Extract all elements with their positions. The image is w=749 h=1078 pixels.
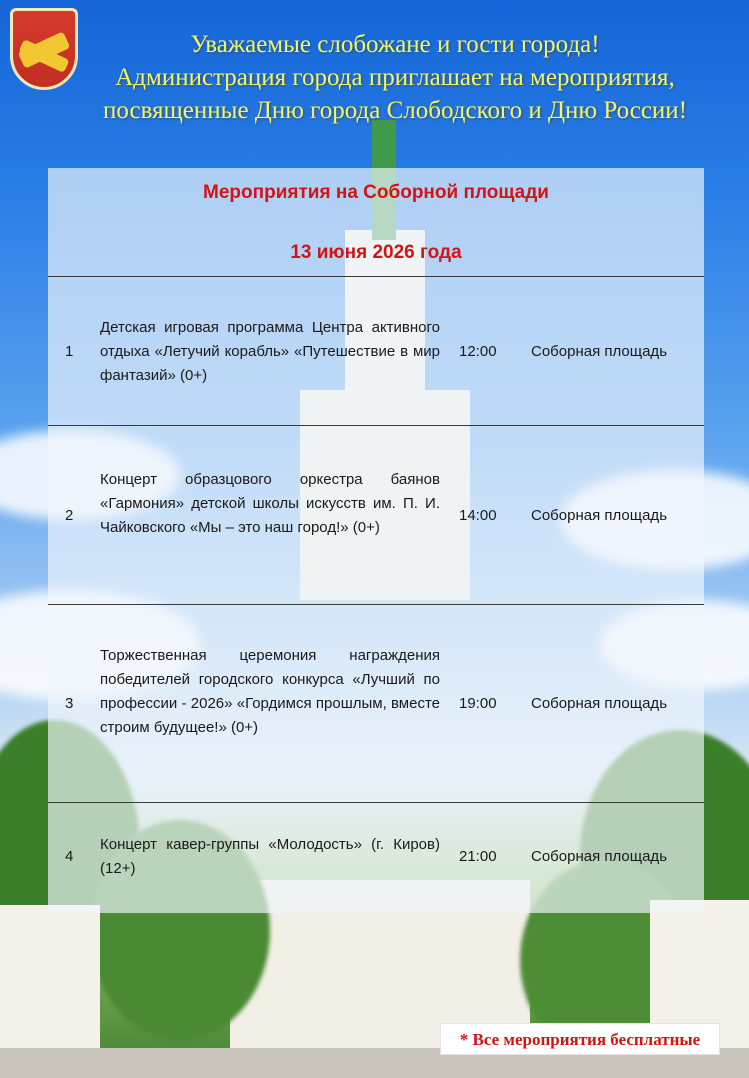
panel-date: 13 июня 2026 года bbox=[290, 242, 462, 263]
panel-title: Мероприятия на Соборной площади bbox=[203, 182, 549, 203]
events-table bbox=[48, 168, 704, 913]
table-divider bbox=[48, 604, 704, 605]
event-place: Соборная площадь bbox=[531, 848, 668, 865]
table-divider bbox=[48, 802, 704, 803]
event-number: 1 bbox=[65, 343, 74, 360]
free-events-note: * Все мероприятия бесплатные bbox=[440, 1023, 720, 1055]
event-time: 12:00 bbox=[459, 343, 497, 360]
event-time: 19:00 bbox=[459, 695, 497, 712]
event-description: Концерт кавер-группы «Молодость» (г. Киров) (12+) bbox=[100, 836, 440, 877]
table-divider bbox=[48, 276, 704, 277]
event-place: Соборная площадь bbox=[531, 695, 668, 712]
event-place: Соборная площадь bbox=[531, 343, 668, 360]
event-number: 3 bbox=[65, 695, 74, 712]
table-divider bbox=[48, 425, 704, 426]
event-number: 4 bbox=[65, 848, 74, 865]
event-number: 2 bbox=[65, 507, 74, 524]
header-greeting bbox=[60, 28, 730, 127]
event-description: Торжественная церемония награждения победителей городского конкурса «Лучший по профессии - 2026» «Гордимся прошлым, вместе строим будущее!» (0+) bbox=[100, 647, 440, 736]
header-line-2: Администрация города приглашает на мероприятия, bbox=[115, 64, 675, 91]
event-description: Концерт образцового оркестра баянов «Гармония» детской школы искусств им. П. И. Чайковского «Мы – это наш город!» (0+) bbox=[100, 471, 440, 536]
header-line-1: Уважаемые слобожане и гости города! bbox=[190, 31, 600, 58]
event-time: 21:00 bbox=[459, 848, 497, 865]
event-description: Детская игровая программа Центра активного отдыха «Летучий корабль» «Путешествие в мир фантазий» (0+) bbox=[100, 319, 440, 384]
event-time: 14:00 bbox=[459, 507, 497, 524]
header-line-3: посвященные Дню города Слободского и Дню России! bbox=[102, 97, 688, 124]
event-place: Соборная площадь bbox=[531, 507, 668, 524]
